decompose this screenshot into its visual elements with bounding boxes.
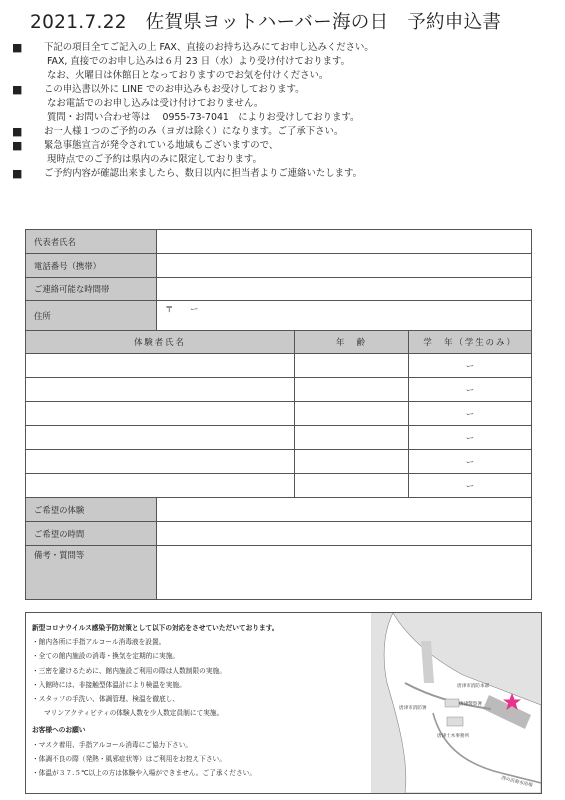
representative-field[interactable] (157, 230, 532, 254)
participant-grade-field[interactable]: ー (409, 378, 532, 402)
measure-item: ・スタッフの手洗い、体調管理、検温を徹底し、 (32, 695, 180, 704)
participant-name-field[interactable] (26, 354, 295, 378)
participant-row (26, 402, 532, 426)
note-2 (12, 83, 557, 125)
measure-item: ・入館時には、非接触型体温計により検温を実施。 (32, 680, 186, 689)
participant-age-field[interactable] (295, 354, 409, 378)
measure-item: ・全ての館内施設の消毒・換気を定期的に実施。 (32, 652, 180, 661)
address-field[interactable] (157, 301, 532, 331)
bullet-icon: ■ (12, 41, 23, 54)
grade-header: 学 年（学生のみ） (409, 331, 532, 354)
bullet-icon: ■ (12, 83, 23, 96)
participant-name-field[interactable] (26, 450, 295, 474)
desired-time-label: ご希望の時間 (26, 522, 157, 546)
participant-row (26, 474, 532, 498)
note-line: 緊急事態宣言が発令されている地域もございますので、 (44, 140, 279, 151)
request-heading: お客様へのお願い (32, 726, 86, 735)
age-header: 年 齢 (295, 331, 409, 354)
covid-info-box (25, 612, 542, 794)
address-label: 住所 (26, 301, 157, 331)
note-3 (12, 125, 557, 139)
participant-name-field[interactable] (26, 426, 295, 450)
desired-experience-label: ご希望の体験 (26, 498, 157, 522)
map-label: 唐津警察署 (459, 702, 482, 707)
request-item: ・体温が３７.５℃以上の方は体験や入場ができません。ご了承ください。 (32, 769, 257, 778)
map-building (447, 717, 463, 726)
remarks-field[interactable] (157, 546, 532, 600)
participant-age-field[interactable] (295, 426, 409, 450)
map-label: 唐津市消防本部 (457, 684, 490, 689)
representative-label: 代表者氏名 (26, 230, 157, 254)
participant-age-field[interactable] (295, 378, 409, 402)
covid-heading: 新型コロナウイルス感染予防対策として以下の対応をさせていただいております。 (32, 624, 279, 632)
participant-age-field[interactable] (295, 450, 409, 474)
participant-grade-field[interactable]: ー (409, 402, 532, 426)
phone-label: 電話番号（携帯） (26, 254, 157, 278)
measure-item: ・三密を避けるために、館内施設ご利用の際は人数制限の実施。 (32, 666, 226, 675)
request-item: ・マスク着用、手指アルコール消毒にご協力下さい。 (32, 740, 193, 749)
participant-row (26, 450, 532, 474)
bullet-icon: ■ (12, 167, 23, 180)
bullet-icon: ■ (12, 125, 23, 138)
participant-row (26, 354, 532, 378)
participant-age-field[interactable] (295, 402, 409, 426)
remarks-label: 備考・質問等 (26, 546, 157, 600)
note-5 (12, 167, 557, 181)
participant-row (26, 426, 532, 450)
note-line: 現時点でのご予約は県内のみに限定しております。 (47, 154, 262, 165)
desired-time-field[interactable] (157, 522, 532, 546)
note-line: ご予約内容が確認出来ましたら、数日以内に担当者よりご連絡いたします。 (44, 168, 363, 179)
instructions (12, 41, 557, 181)
postal-mark: 〒 ー (165, 304, 199, 314)
participant-grade-field[interactable]: ー (409, 474, 532, 498)
measure-item: ・館内各所に手指アルコール消毒液を設置。 (32, 638, 166, 647)
participant-grade-field[interactable]: ー (409, 426, 532, 450)
map-label: 唐津市消防署 (399, 706, 427, 711)
map-label: 西の浜海水浴場 (500, 776, 533, 789)
contact-time-label: ご連絡可能な時間帯 (26, 278, 157, 301)
note-line: 質問・お問い合わせ等は 0955-73-7041 によりお受けしております。 (47, 112, 360, 123)
measure-item-continued: マリンアクティビティの体験人数を少人数定員制にて実施。 (44, 709, 224, 718)
participant-grade-field[interactable]: ー (409, 450, 532, 474)
note-line: なお、火曜日は休館日となっておりますのでお気を付けください。 (47, 70, 329, 81)
document-title: 2021.7.22 佐賀県ヨットハーバー海の日 予約申込書 (30, 12, 502, 33)
covid-measures (32, 621, 372, 780)
note-line: FAX, 直接でのお申し込みは６月 23 日（水）より受け付けております。 (47, 56, 350, 67)
note-line: なお電話でのお申し込みは受け付けておりません。 (47, 98, 264, 109)
note-1 (12, 41, 557, 83)
bullet-icon: ■ (12, 139, 23, 152)
participant-age-field[interactable] (295, 474, 409, 498)
request-item: ・体調不良の際（発熱・風邪症状等）はご利用をお控え下さい。 (32, 754, 226, 763)
map-label: 唐津土木事務所 (437, 734, 470, 739)
reservation-form (25, 229, 532, 600)
access-map (371, 613, 541, 793)
participant-name-field[interactable] (26, 378, 295, 402)
note-line: 下記の項目全てご記入の上 FAX、直接のお持ち込みにてお申し込みください。 (44, 42, 374, 53)
desired-experience-field[interactable] (157, 498, 532, 522)
participant-row (26, 378, 532, 402)
map-building (445, 699, 459, 707)
participant-name-field[interactable] (26, 402, 295, 426)
note-line: お一人様１つのご予約のみ（ヨガは除く）になります。ご了承下さい。 (44, 126, 344, 137)
note-line: この申込書以外に LINE でのお申込みもお受けしております。 (44, 84, 305, 95)
contact-time-field[interactable] (157, 278, 532, 301)
participant-name-header: 体験者氏名 (26, 331, 295, 354)
phone-field[interactable] (157, 254, 532, 278)
note-4 (12, 139, 557, 167)
participant-name-field[interactable] (26, 474, 295, 498)
participant-grade-field[interactable]: ー (409, 354, 532, 378)
